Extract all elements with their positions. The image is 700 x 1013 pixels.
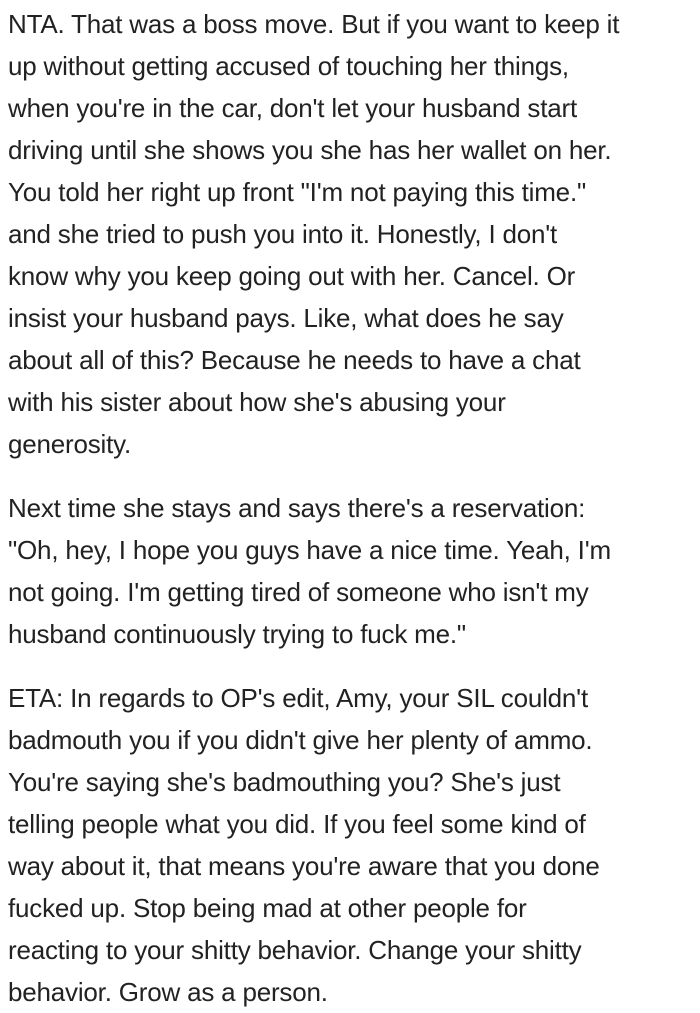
text-line: way about it, that means you're aware that you done xyxy=(8,851,600,881)
text-line: reacting to your shitty behavior. Change your shitty xyxy=(8,935,582,965)
text-line: NTA. That was a boss move. But if you want to keep it xyxy=(8,9,620,39)
text-line: driving until she shows you she has her wallet on her. xyxy=(8,135,612,165)
text-line: "Oh, hey, I hope you guys have a nice time. Yeah, I'm xyxy=(8,535,611,565)
text-line: up without getting accused of touching her things, xyxy=(8,51,569,81)
text-line: badmouth you if you didn't give her plenty of ammo. xyxy=(8,725,593,755)
text-line: know why you keep going out with her. Cancel. Or xyxy=(8,261,576,291)
comment-paragraph xyxy=(8,677,694,1013)
comment-paragraph xyxy=(8,3,694,465)
text-line: Next time she stays and says there's a reservation: xyxy=(8,493,586,523)
text-line: generosity. xyxy=(8,429,132,459)
text-line: You're saying she's badmouthing you? She's just xyxy=(8,767,561,797)
comment-paragraph xyxy=(8,487,694,655)
text-line: You told her right up front "I'm not paying this time." xyxy=(8,177,586,207)
text-line: fucked up. Stop being mad at other people for xyxy=(8,893,527,923)
text-line: with his sister about how she's abusing your xyxy=(8,387,506,417)
text-line: telling people what you did. If you feel some kind of xyxy=(8,809,586,839)
text-line: insist your husband pays. Like, what does he say xyxy=(8,303,564,333)
text-line: ETA: In regards to OP's edit, Amy, your SIL couldn't xyxy=(8,683,588,713)
text-line: about all of this? Because he needs to have a chat xyxy=(8,345,581,375)
text-line: when you're in the car, don't let your husband start xyxy=(8,93,577,123)
text-line: not going. I'm getting tired of someone who isn't my xyxy=(8,577,589,607)
text-line: and she tried to push you into it. Honestly, I don't xyxy=(8,219,558,249)
text-line: husband continuously trying to fuck me." xyxy=(8,619,466,649)
text-line: behavior. Grow as a person. xyxy=(8,977,328,1007)
